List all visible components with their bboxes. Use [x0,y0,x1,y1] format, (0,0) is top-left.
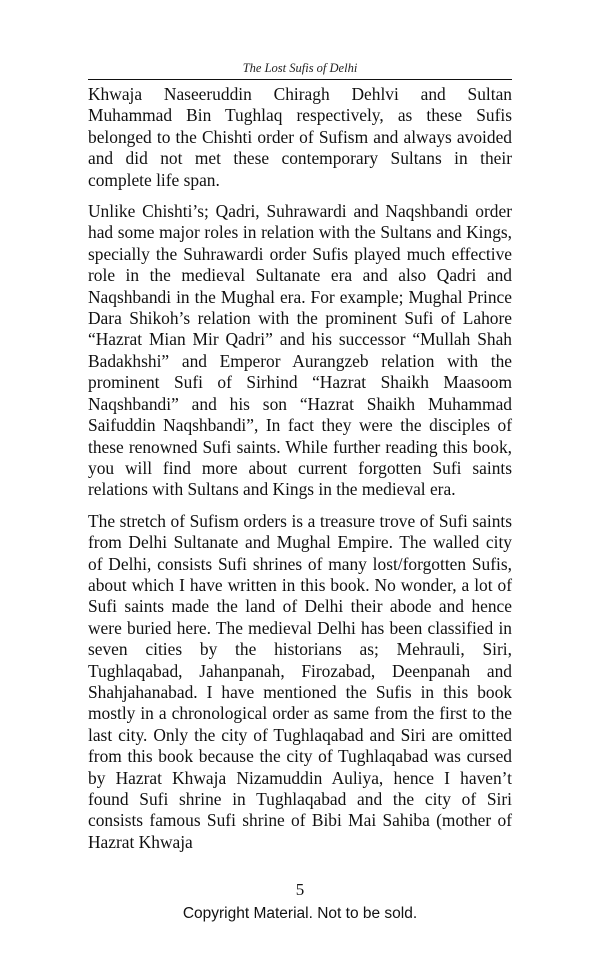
page-number: 5 [295,880,305,899]
paragraph-1: Khwaja Naseeruddin Chiragh Dehlvi and Sultan Muhammad Bin Tughlaq respectively, as these Sufis belonged to the Chishti order of Sufism and always avoided and did not met these contemporary Sultans in their complete life span. [88,84,512,190]
page-body-text [88,84,512,863]
paragraph-3: The stretch of Sufism orders is a treasure trove of Sufi saints from Delhi Sultanate and Mughal Empire. The walled city of Delhi, consists Sufi shrines of many lost/forgotten Sufis, about which I have written in this book. No wonder, a lot of Sufi saints made the land of Delhi their abode and hence were buried here. The medieval Delhi has been classified in seven cities by the historians as; Mehrauli, Siri, Tughlaqabad, Jahanpanah, Firozabad, Deenpanah and Shahjahanabad. I have mentioned the Sufis in this book mostly in a chronological order as same from the first to the last city. Only the city of Tughlaqabad and Siri are omitted from this book because the city of Tughlaqabad was cursed by Hazrat Khwaja Nizamuddin Auliya, hence I haven’t found Sufi shrine in Tughlaqabad and the city of Siri consists famous Sufi shrine of Bibi Mai Sahiba (mother of Hazrat Khwaja [88,510,512,852]
running-header-title: The Lost Sufis of Delhi [242,61,358,75]
header-rule-divider [88,79,512,80]
paragraph-2: Unlike Chishti’s; Qadri, Suhrawardi and Naqshbandi order had some major roles in relation with the Sultans and Kings, specially the Suhrawardi order Sufis played much effective role in the medieval Sultanate era and also Qadri and Naqshbandi in the Mughal era. For example; Mughal Prince Dara Shikoh’s relation with the prominent Sufi of Lahore “Hazrat Mian Mir Qadri” and his successor “Mullah Shah Badakhshi” and Emperor Aurangzeb relation with the prominent Sufi of Sirhind “Hazrat Shaikh Maasoom Naqshbandi” and his son “Hazrat Shaikh Muhammad Saifuddin Naqshbandi”, In fact they were the disciples of these renowned Sufi saints. While further reading this book, you will find more about current forgotten Sufi saints relations with Sultans and Kings in the medieval era. [88,201,512,500]
copyright-notice: Copyright Material. Not to be sold. [182,905,418,922]
